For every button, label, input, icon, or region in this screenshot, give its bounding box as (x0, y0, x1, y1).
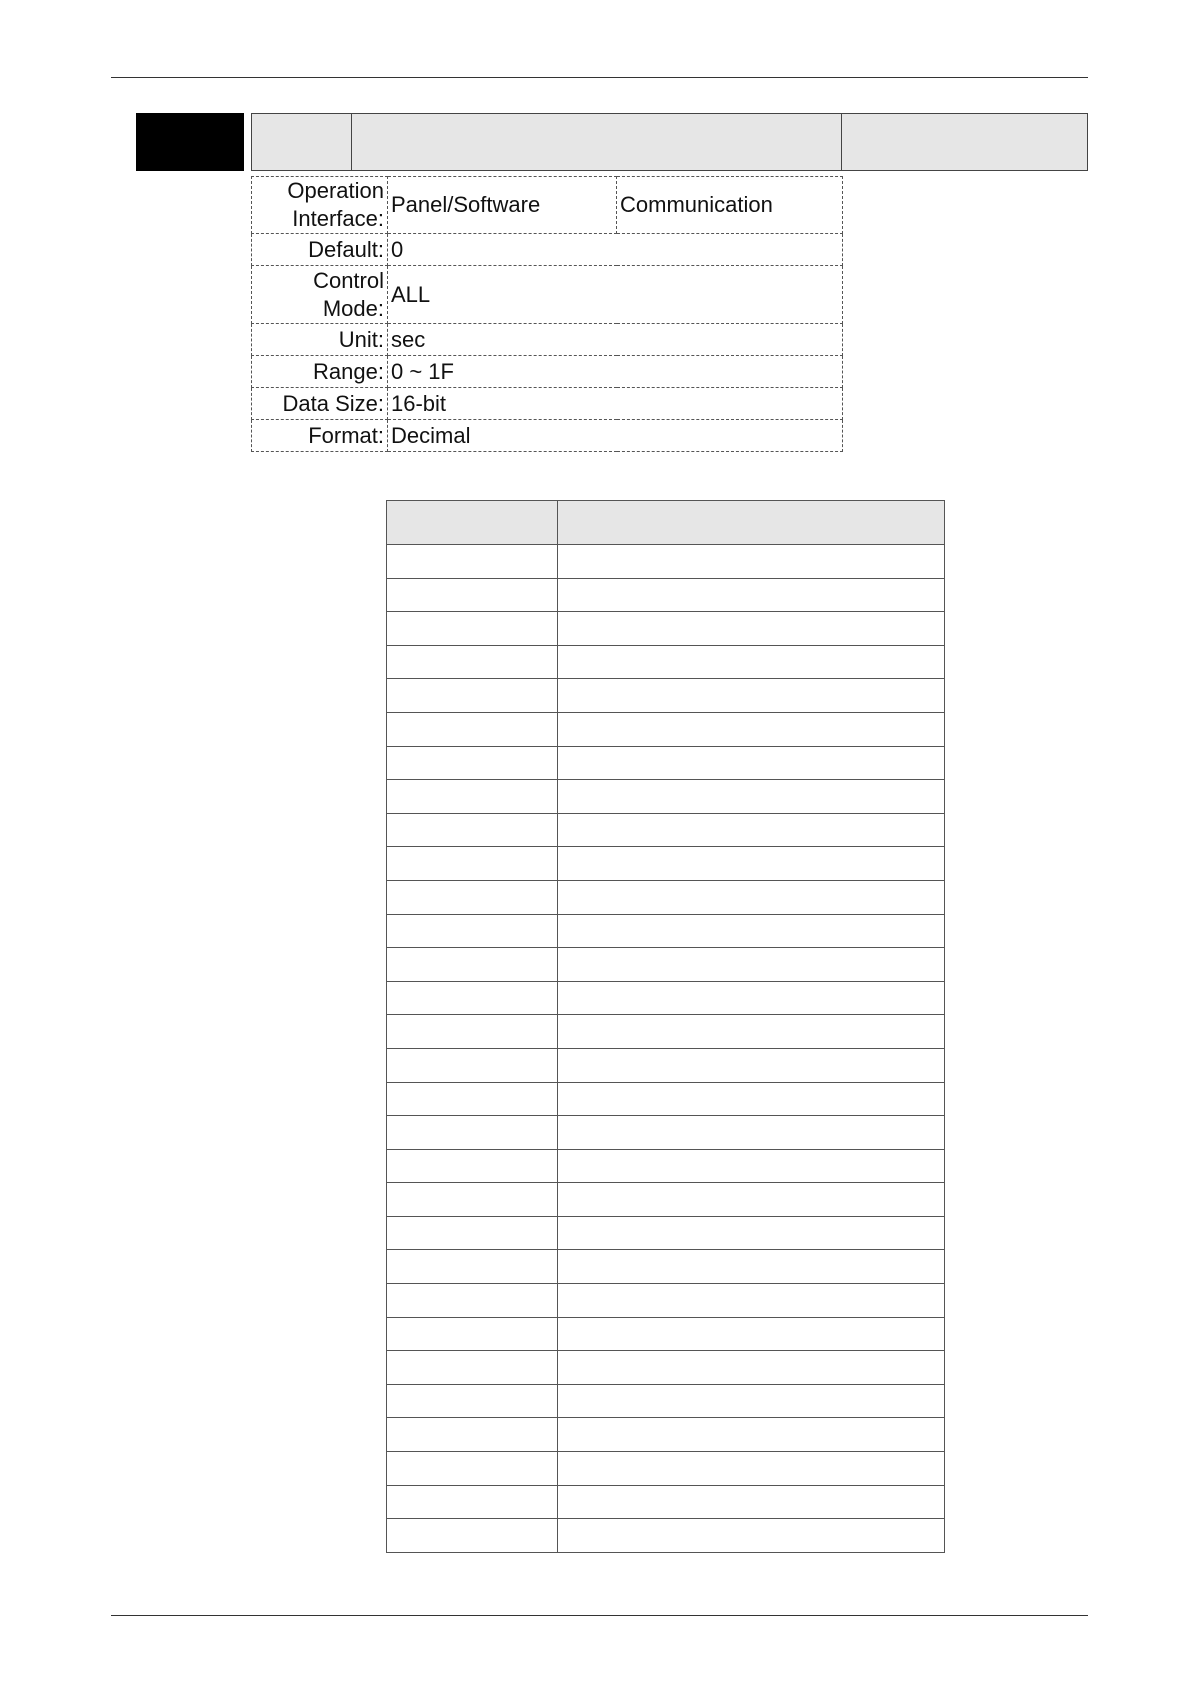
table-cell (387, 545, 558, 579)
default-value: 0 (388, 234, 843, 266)
data-size-value: 16-bit (388, 388, 843, 420)
parameter-code-cell (252, 114, 352, 170)
table-cell (558, 1519, 945, 1553)
table-row (387, 712, 945, 746)
table-cell (387, 712, 558, 746)
table-cell (558, 1149, 945, 1183)
table-row (387, 1284, 945, 1318)
table-row (387, 948, 945, 982)
table-cell (558, 948, 945, 982)
table-cell (558, 813, 945, 847)
default-label: Default: (252, 234, 388, 266)
table-cell (558, 1351, 945, 1385)
table-row (387, 1317, 945, 1351)
operation-interface-communication: Communication (617, 177, 843, 234)
control-mode-value: ALL (388, 266, 843, 324)
data-size-row (252, 388, 843, 420)
table-cell (558, 914, 945, 948)
control-mode-row (252, 266, 843, 324)
operation-interface-label: Operation Interface: (252, 177, 388, 234)
table-cell (387, 813, 558, 847)
table-row (387, 545, 945, 579)
table-cell (387, 847, 558, 881)
table-row (387, 645, 945, 679)
table-row (387, 1183, 945, 1217)
data-size-label: Data Size: (252, 388, 388, 420)
table-cell (558, 1048, 945, 1082)
unit-label: Unit: (252, 324, 388, 356)
table-cell (387, 1284, 558, 1318)
table-cell (387, 981, 558, 1015)
table-row (387, 914, 945, 948)
table-cell (387, 880, 558, 914)
table-row (387, 1149, 945, 1183)
table-row (387, 1015, 945, 1049)
table-cell (387, 645, 558, 679)
control-mode-label: Control Mode: (252, 266, 388, 324)
table-cell (558, 746, 945, 780)
table-cell (558, 612, 945, 646)
table-cell (387, 1452, 558, 1486)
parameter-name-cell (352, 114, 842, 170)
table-cell (387, 1384, 558, 1418)
table-cell (558, 1082, 945, 1116)
table-cell (558, 645, 945, 679)
default-row (252, 234, 843, 266)
table-row (387, 1351, 945, 1385)
footer-rule (111, 1615, 1088, 1616)
range-row (252, 356, 843, 388)
table-cell (387, 914, 558, 948)
table-cell (558, 780, 945, 814)
table-row (387, 847, 945, 881)
table-cell (558, 679, 945, 713)
operation-interface-panel: Panel/Software (388, 177, 617, 234)
table-cell (387, 679, 558, 713)
format-label: Format: (252, 420, 388, 452)
format-row (252, 420, 843, 452)
table-row (387, 1485, 945, 1519)
table-cell (387, 612, 558, 646)
table-cell (558, 1116, 945, 1150)
table-cell (558, 981, 945, 1015)
value-table (386, 500, 945, 1553)
operation-interface-row (252, 177, 843, 234)
value-table-body (387, 545, 945, 1553)
table-cell (558, 712, 945, 746)
section-tab-marker (136, 113, 244, 171)
table-cell (387, 1216, 558, 1250)
table-cell (387, 1317, 558, 1351)
table-cell (558, 880, 945, 914)
table-row (387, 612, 945, 646)
table-cell (387, 746, 558, 780)
table-row (387, 813, 945, 847)
table-row (387, 1116, 945, 1150)
format-value: Decimal (388, 420, 843, 452)
table-cell (387, 1519, 558, 1553)
table-cell (387, 1149, 558, 1183)
table-cell (387, 1418, 558, 1452)
table-row (387, 981, 945, 1015)
table-cell (558, 1485, 945, 1519)
value-table-header-row (387, 501, 945, 545)
table-row (387, 1452, 945, 1486)
table-row (387, 1519, 945, 1553)
table-row (387, 780, 945, 814)
table-cell (387, 1048, 558, 1082)
table-row (387, 1216, 945, 1250)
table-cell (387, 578, 558, 612)
table-row (387, 1384, 945, 1418)
table-cell (558, 1452, 945, 1486)
table-cell (387, 1351, 558, 1385)
table-cell (558, 1284, 945, 1318)
header-rule (111, 77, 1088, 78)
table-cell (558, 1250, 945, 1284)
parameter-header-bar (251, 113, 1088, 171)
table-row (387, 1048, 945, 1082)
parameter-info-table (251, 176, 843, 452)
table-cell (387, 780, 558, 814)
table-cell (387, 1183, 558, 1217)
table-cell (558, 1015, 945, 1049)
table-row (387, 880, 945, 914)
parameter-address-cell (842, 114, 1087, 170)
table-cell (558, 1418, 945, 1452)
table-cell (558, 578, 945, 612)
table-cell (558, 1183, 945, 1217)
table-cell (558, 1317, 945, 1351)
table-cell (387, 1082, 558, 1116)
table-cell (387, 1116, 558, 1150)
table-row (387, 746, 945, 780)
table-row (387, 1418, 945, 1452)
table-row (387, 1082, 945, 1116)
range-label: Range: (252, 356, 388, 388)
table-cell (558, 545, 945, 579)
table-row (387, 679, 945, 713)
table-cell (558, 847, 945, 881)
value-table-header-1 (387, 501, 558, 545)
table-cell (387, 1250, 558, 1284)
unit-row (252, 324, 843, 356)
table-row (387, 578, 945, 612)
table-cell (558, 1384, 945, 1418)
table-cell (387, 1485, 558, 1519)
table-cell (387, 1015, 558, 1049)
table-cell (558, 1216, 945, 1250)
unit-value: sec (388, 324, 843, 356)
value-table-header-2 (558, 501, 945, 545)
table-cell (387, 948, 558, 982)
range-value: 0 ~ 1F (388, 356, 843, 388)
table-row (387, 1250, 945, 1284)
